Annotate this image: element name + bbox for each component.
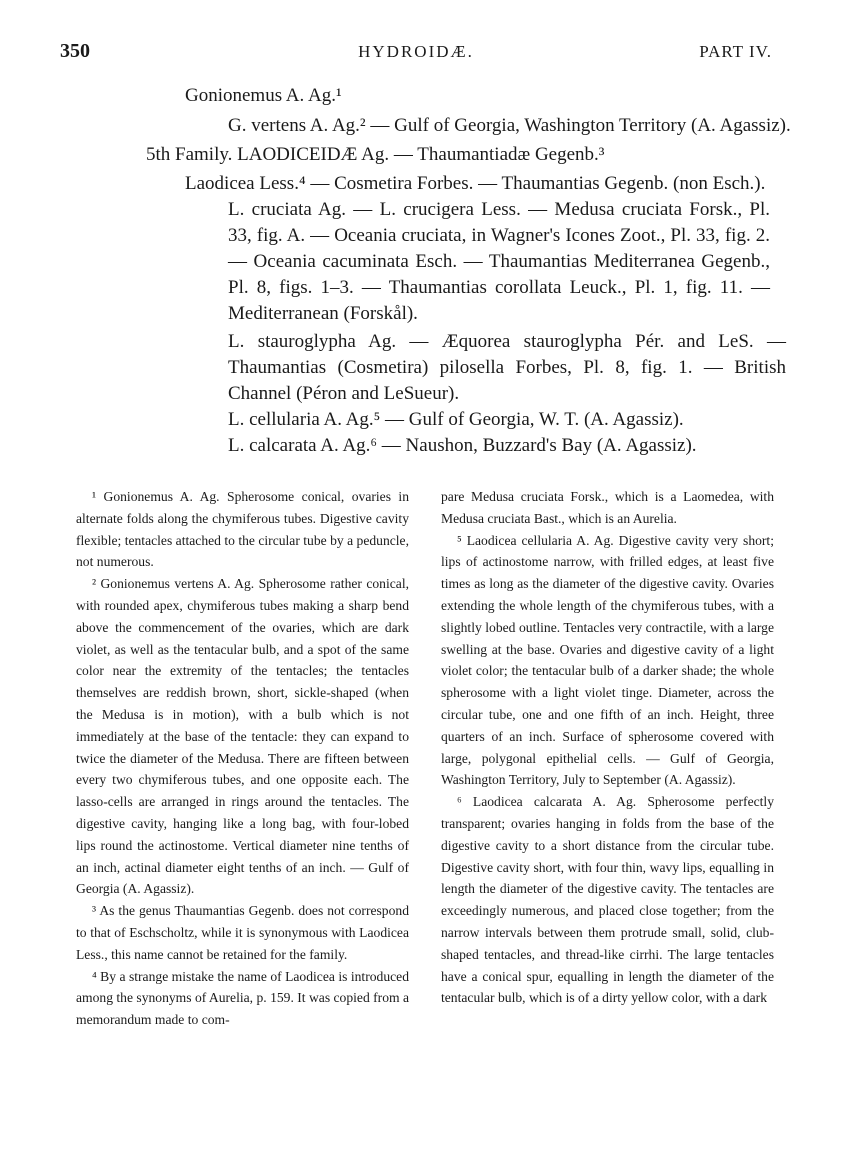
genus-gonionemus: Gonionemus A. Ag.¹ xyxy=(185,85,342,106)
footnote-4: ⁴ By a strange mistake the name of Laodicea is introduced among the synonyms of Aurelia, p. 159. It was copied from a memorandum made to com- xyxy=(76,968,409,1028)
species-cellularia: L. cellularia A. Ag.⁵ — Gulf of Georgia, W. T. (A. Agassiz). xyxy=(228,409,684,430)
species-stauroglypha: L. stauroglypha Ag. — Æquorea stauroglypha Pér. and LeS. — Thaumantias (Cosmetira) pilosella Forbes, Pl. 8, fig. 1. — British Channel (Péron and LeSueur). xyxy=(228,331,786,404)
footnote-4-continued: pare Medusa cruciata Forsk., which is a Laomedea, with Medusa cruciata Bast., which is an Aurelia. xyxy=(441,489,774,526)
footnote-5: ⁵ Laodicea cellularia A. Ag. Digestive cavity very short; lips of actinostome narrow, with frilled edges, at least five times as long as the diameter of the digestive cavity. Ovaries extending the whole length of the chymiferous tubes, with a slightly lobed outline. Tentacles very contractile, with a large swelling at the base. Ovaries and digestive cavity of a light violet color; the tentacular bulb of a darker shade; the whole spherosome with a light violet tinge. Diameter, across the circular tube, one and one fifth of an inch. Height, three quarters of an inch. Surface of spherosome covered with large, polygonal epithelial cells. — Gulf of Georgia, Washington Territory, July to September (A. Agassiz). xyxy=(441,532,774,788)
running-header xyxy=(60,40,772,66)
footnotes-left-column xyxy=(76,486,409,1031)
footnote-3: ³ As the genus Thaumantias Gegenb. does not correspond to that of Eschscholtz, while it is synonymous with Laodicea Less., this name cannot be retained for the family. xyxy=(76,903,409,962)
footnote-6: ⁶ Laodicea calcarata A. Ag. Spherosome perfectly transparent; ovaries hanging in folds from the base of the digestive cavity to a short distance from the circular tube. Digestive cavity short, with four thin, wavy lips, equalling in length the diameter of the digestive cavity. The tentacles are exceedingly numerous, and placed close together; from the narrow intervals between them protrude small, solid, club-shaped tentacles, and thread-like cirrhi. The large tentacles have a conical spur, equalling in length the diameter of the tentacular bulb, which is of a dirty yellow color, with a dark xyxy=(441,794,774,1006)
species-vertens: G. vertens A. Ag.² — Gulf of Georgia, Washington Territory (A. Agassiz). xyxy=(228,115,791,136)
family-heading: 5th Family. LAODICEIDÆ Ag. — Thaumantiadæ Gegenb.³ xyxy=(146,144,605,165)
page-number: 350 xyxy=(60,40,90,62)
part-label: PART IV. xyxy=(699,42,772,61)
footnotes-right-column xyxy=(441,486,774,1009)
footnote-1: ¹ Gonionemus A. Ag. Spherosome conical, ovaries in alternate folds along the chymiferous tubes. Digestive cavity flexible; tentacles attached to the circular tube by a peduncle, not numerous. xyxy=(76,489,409,570)
footnote-2: ² Gonionemus vertens A. Ag. Spherosome rather conical, with rounded apex, chymiferous tubes making a sharp bend above the commencement of the ovaries, which are dark violet, as well as the tentacular bulb, and a spot of the same color near the extremity of the tentacles; the tentacles themselves are reddish brown, short, sickle-shaped (when the Medusa is in motion), with a bulb which is not immediately at the base of the tentacle: they can expand to twice the diameter of the Medusa. There are fifteen between every two chymiferous tubes, and one opposite each. The lasso-cells are arranged in rings around the tentacles. The digestive cavity, hanging like a long bag, with four-lobed lips round the actinostome. Vertical diameter nine tenths of an inch, actinal diameter eight tenths of an inch. — Gulf of Georgia (A. Agassiz). xyxy=(76,576,409,897)
species-cruciata: L. cruciata Ag. — L. crucigera Less. — Medusa cruciata Forsk., Pl. 33, fig. A. — Oceania cruciata, in Wagner's Icones Zoot., Pl. 33, fig. 2. — Oceania cacuminata Esch. — Thaumantias Mediterranea Gegenb., Pl. 8, figs. 1–3. — Thaumantias corollata Leuck., Pl. 1, fig. 11. — Mediterranean (Forskål). xyxy=(228,199,770,324)
running-title: HYDROIDÆ. xyxy=(358,42,474,61)
genus-laodicea: Laodicea Less.⁴ — Cosmetira Forbes. — Thaumantias Gegenb. (non Esch.). xyxy=(185,173,766,194)
species-calcarata: L. calcarata A. Ag.⁶ — Naushon, Buzzard's Bay (A. Agassiz). xyxy=(228,435,697,456)
